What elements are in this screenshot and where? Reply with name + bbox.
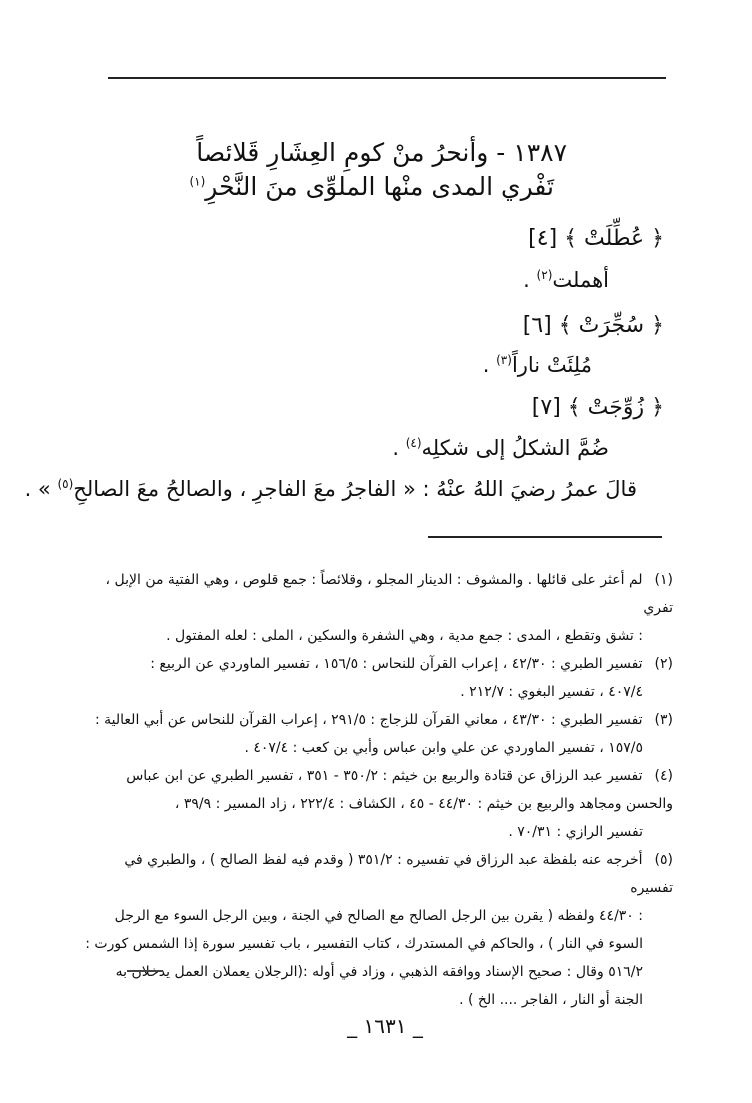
footnote-text: تفسير الطبري : ٤٢/٣٠ ، إعراب القرآن للنحاس : ١٥٦/٥ ، تفسير الماوردي عن الربيع :: [150, 656, 643, 672]
footnote-line: [80, 986, 673, 1014]
verse-line-1: [196, 138, 567, 167]
footnote-number: (٥): [654, 852, 673, 868]
footnote-text: : تشق وتقطع ، المدى : جمع مدية ، وهي الشفرة والسكين ، الملى : لعله المفتول .: [166, 628, 643, 644]
footnote-text: تفسير الرازي : ٧٠/٣١ .: [508, 824, 643, 840]
footnote-line: [80, 958, 673, 986]
footnote-number: (٣): [654, 712, 673, 728]
footnote-line: [80, 846, 673, 902]
footnote-text: ٥١٦/٢ وقال : صحيح الإسناد ووافقه الذهبي ، وزاد في أوله :(الرجلان يعملان العمل يدخلان به: [115, 964, 643, 980]
end-mark: [127, 970, 162, 972]
entry-word-text: ﴿ سُجِّرَتْ ﴾ [٦]: [522, 313, 664, 338]
footnote-line: [80, 566, 673, 622]
page-number: _ ١٦٣١ _: [347, 1014, 423, 1038]
footnote-line: [80, 902, 673, 930]
footnote-number: (٤): [654, 768, 673, 784]
quote-text: قالَ عمرُ رضيَ اللهُ عنْهُ : « الفاجرُ معَ الفاجرِ ، والصالحُ معَ الصالحِ: [73, 477, 637, 501]
entry-gloss-end: .: [482, 353, 490, 377]
footnote-number: (٢): [654, 656, 673, 672]
entry-gloss-text: أهملت: [552, 268, 609, 292]
footnote-marker: (٥): [57, 477, 74, 491]
entry-word-text: ﴿ زُوِّجَتْ ﴾ [٧]: [531, 395, 664, 420]
entry-gloss: [523, 268, 609, 292]
footnote: [80, 706, 673, 762]
entry-word: [523, 313, 664, 338]
entry-word: [528, 226, 664, 251]
quote-line: [25, 477, 637, 501]
entry-word-text: ﴿ عُطِّلَتْ ﴾ [٤]: [528, 226, 664, 251]
footnote-line: [80, 734, 673, 762]
entry-gloss: [392, 436, 609, 460]
verse-line-2: [189, 172, 554, 201]
footnote-text: أخرجه عنه بلفظة عبد الرزاق في تفسيره : ٣٥١/٢ ( وقدم فيه لفظ الصالح ) ، والطبري في تفسيره: [124, 852, 673, 896]
quote-end: » .: [24, 477, 51, 501]
footnote-line: [80, 650, 673, 678]
footnote-text: ٤٠٧/٤ ، تفسير البغوي : ٢١٢/٧ .: [460, 684, 643, 700]
entry-gloss: [483, 353, 592, 377]
footnote-marker: (٢): [536, 268, 553, 282]
footnote: [80, 566, 673, 650]
footnote-text: : ٤٤/٣٠ ولفظه ( يقرن بين الرجل الصالح مع الصالح في الجنة ، وبين الرجل السوء مع الرجل: [114, 908, 643, 924]
footnote-separator: [428, 536, 662, 538]
verse-line-1-text: ١٣٨٧ - وأنحرُ منْ كومِ العِشَارِ قَلائصاً: [196, 138, 567, 167]
footnote: [80, 650, 673, 706]
footnote-text: الجنة أو النار ، الفاجر .... الخ ) .: [459, 992, 643, 1008]
footnote-line: [80, 678, 673, 706]
entry-gloss-text: مُلِئَتْ ناراً: [511, 353, 592, 377]
footnote-line: [80, 622, 673, 650]
footnote-line: [80, 790, 673, 818]
footnote-text: السوء في النار ) ، والحاكم في المستدرك ، كتاب التفسير ، باب تفسير سورة إذا الشمس كورت :: [85, 936, 643, 952]
footnote-line: [80, 818, 673, 846]
entry-gloss-end: .: [392, 436, 400, 460]
entry-word: [532, 395, 664, 420]
footnote-text: ١٥٧/٥ ، تفسير الماوردي عن علي وابن عباس وأبي بن كعب : ٤٠٧/٤ .: [244, 740, 643, 756]
footnote: [80, 762, 673, 846]
footnote-text: تفسير عبد الرزاق عن قتادة والربيع بن خيثم : ٣٥٠/٢ - ٣٥١ ، تفسير الطبري عن ابن عباس: [126, 768, 643, 784]
footnote-line: [80, 706, 673, 734]
footnote-marker: (١): [189, 174, 206, 189]
footnote-line: [80, 930, 673, 958]
entry-gloss-text: ضُمَّ الشكلُ إلى شكلِه: [421, 436, 609, 460]
footnote-number: (١): [654, 572, 673, 588]
footnote-marker: (٤): [405, 436, 422, 450]
footnote-line: [80, 762, 673, 790]
footnote-text: لم أعثر على قائلها . والمشوف : الدينار المجلو ، وقلائصاً : جمع قلوص ، وهي الفتية من الإبل ، تفري: [105, 572, 673, 616]
footnote-marker: (٣): [496, 353, 512, 367]
entry-gloss-end: .: [523, 268, 530, 292]
top-rule: [108, 77, 666, 79]
verse-line-2-text: تَفْري المدى منْها الملوِّى منَ النَّحْرِ: [205, 172, 554, 201]
footnote-text: والحسن ومجاهد والربيع بن خيثم : ٤٤/٣٠ - ٤٥ ، الكشاف : ٢٢٢/٤ ، زاد المسير : ٣٩/٩ ،: [174, 796, 673, 812]
footnote: [80, 846, 673, 1014]
footnotes: [80, 566, 673, 1014]
footnote-text: تفسير الطبري : ٤٣/٣٠ ، معاني القرآن للزجاج : ٢٩١/٥ ، إعراب القرآن للنحاس عن أبي العالية :: [95, 712, 643, 728]
